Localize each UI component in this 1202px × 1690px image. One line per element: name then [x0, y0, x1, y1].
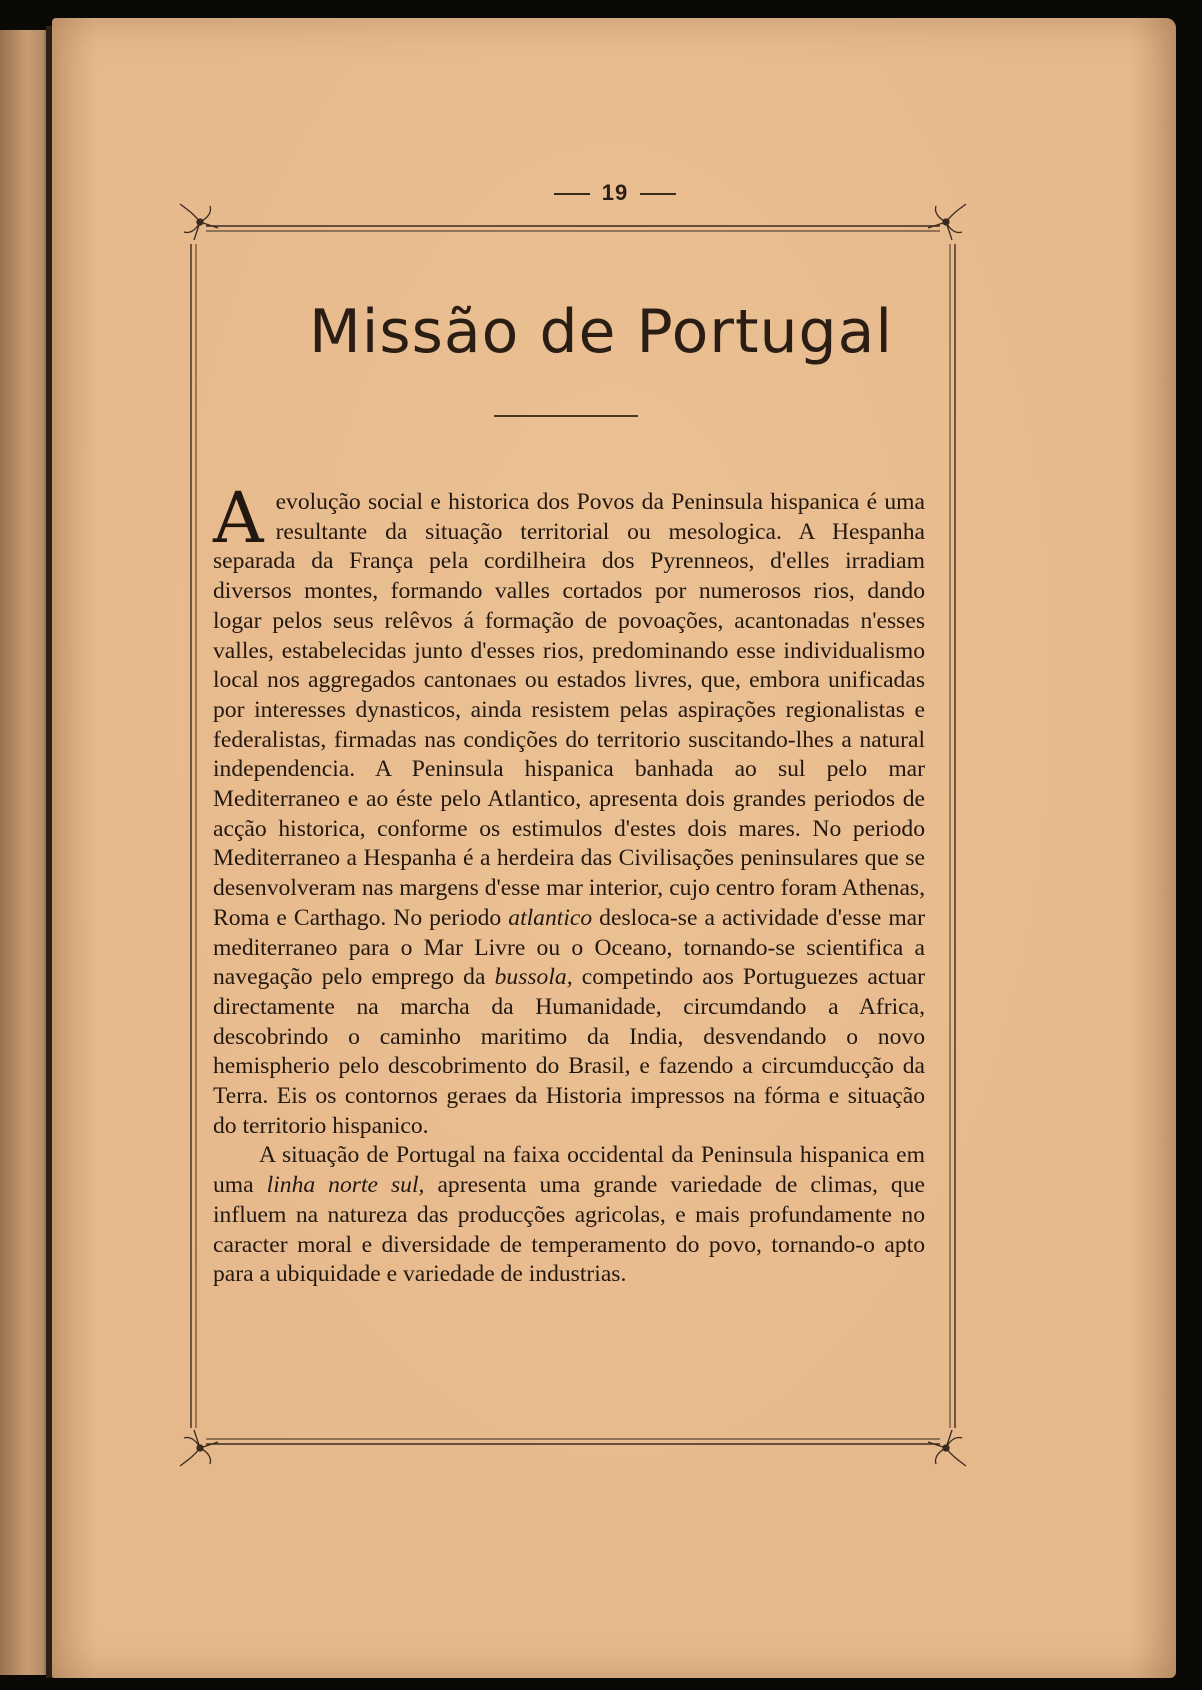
paragraph-1: Aevolução social e historica dos Povos da Peninsula hispanica é uma resultante da situação territorial ou mesologica. A Hespanha separada da França pela cordilheira dos Pyrenneos, d'elles irradiam diversos montes, formando valles cortados por numerosos rios, dando logar pelos seus relêvos á formação de povoações, acantonadas n'esses valles, estabelecidas junto d'esses rios, predominando esse individualismo local nos aggregados cantonaes ou estados livres, que, embora unificadas por interesses dynasticos, ainda resistem pelas aspirações regionalistas e federalistas, firmadas nas condições do territorio suscitando-lhes a natural independencia. A Peninsula hispanica banhada ao sul pelo mar Mediterraneo e ao éste pelo Atlantico, apresenta dois grandes periodos de acção historica, conforme os estimulos d'estes dois mares. No periodo Mediterraneo a Hespanha é a herdeira das Civilisações peninsulares que se desenvolveram nas margens d'esse mar interior, cujo centro foram Athenas, Roma e Carthago. No periodo atlantico desloca-se a actividade d'esse mar mediterraneo para o Mar Livre ou o Oceano, tornando-se scientifica a navegação pelo emprego da bussola, competindo aos Portuguezes actuar directamente na marcha da Humanidade, circumdando a Africa, descobrindo o caminho maritimo da India, desvendando o novo hemispherio pelo descobrimento do Brasil, e fazendo a circumducção da Terra. Eis os contornos geraes da Historia impressos na fórma e situação do territorio hispanico.: [213, 477, 925, 1139]
page-number: 19: [540, 180, 690, 206]
body-text: [213, 477, 925, 1290]
title-divider: [494, 415, 638, 417]
chapter-title: Missão de Portugal: [308, 297, 894, 367]
paragraph-2: A situação de Portugal na faixa occidental da Peninsula hispanica em uma linha norte sul, apresenta uma grande variedade de climas, que influem na natureza das producções agricolas, e mais profundamente no caracter moral e diversidade de temperamento do povo, tornando-o apto para a ubiquidade e variedade de industrias.: [213, 1142, 925, 1288]
left-page-edge: [0, 30, 50, 1675]
